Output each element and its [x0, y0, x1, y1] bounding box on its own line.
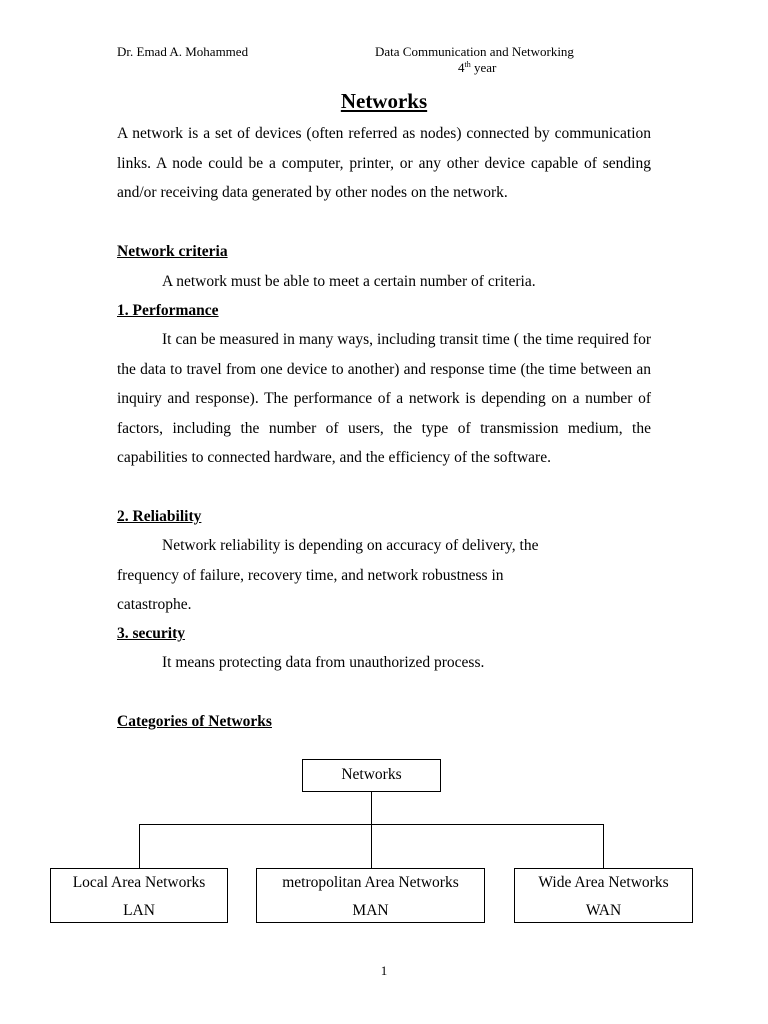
security-paragraph: It means protecting data from unauthorized process. — [162, 654, 485, 671]
header-year — [458, 60, 496, 75]
node-man-name: metropolitan Area Networks — [282, 874, 459, 891]
criteria-paragraph: A network must be able to meet a certain number of criteria. — [162, 273, 536, 290]
page-number: 1 — [380, 963, 388, 978]
header-author: Dr. Emad A. Mohammed — [117, 44, 249, 59]
heading-reliability: 2. Reliability — [117, 508, 202, 525]
header-year-word: year — [473, 60, 497, 75]
header-course: Data Communication and Networking — [375, 44, 574, 59]
connector-root-down — [371, 791, 372, 825]
connector-horizontal — [139, 824, 604, 825]
node-wan-abbr: WAN — [585, 902, 622, 919]
header-year-suffix: th — [464, 60, 471, 69]
connector-lan — [139, 824, 140, 869]
reliability-line-3: catastrophe. — [117, 596, 192, 613]
node-lan-name: Local Area Networks — [72, 874, 206, 891]
connector-man — [371, 824, 372, 869]
heading-performance: 1. Performance — [117, 302, 219, 319]
reliability-line-2: frequency of failure, recovery time, and network robustness in — [117, 566, 504, 584]
heading-categories: Categories of Networks — [117, 713, 272, 730]
node-networks: Networks — [302, 759, 441, 792]
node-wan-name: Wide Area Networks — [538, 874, 669, 891]
header-year-number: 4 — [458, 60, 465, 75]
node-lan — [50, 868, 228, 923]
intro-paragraph: A network is a set of devices (often referred as nodes) connected by communication links. A node could be a computer, printer, or any other device capable of sending and/or receiving data generated by other nodes on the network. — [117, 125, 651, 201]
reliability-paragraph — [117, 531, 651, 620]
connector-wan — [603, 824, 604, 869]
performance-paragraph: It can be measured in many ways, including transit time ( the time required for the data to travel from one device to another) and response time (the time between an inquiry and response). The performance of a network is depending on a number of factors, including the number of users, the type of transmission medium, the capabilities to connected hardware, and the efficiency of the software. — [117, 331, 651, 466]
node-man-abbr: MAN — [352, 902, 389, 919]
heading-network-criteria: Network criteria — [117, 243, 228, 260]
heading-security: 3. security — [117, 625, 186, 642]
reliability-line-1: Network reliability is depending on accuracy of delivery, the — [162, 537, 539, 554]
node-wan — [514, 868, 693, 923]
page-title: Networks — [340, 89, 428, 113]
node-man — [256, 868, 485, 923]
node-lan-abbr: LAN — [123, 902, 155, 919]
